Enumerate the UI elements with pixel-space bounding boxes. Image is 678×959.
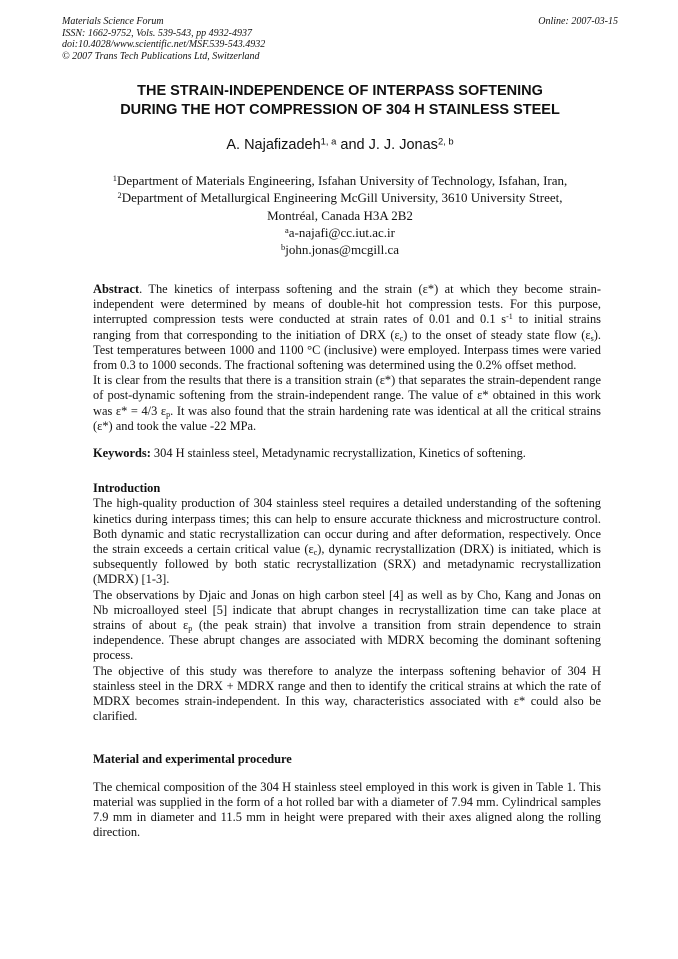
spacer bbox=[93, 724, 601, 752]
paper-title bbox=[62, 82, 618, 119]
abstract-heading: Abstract bbox=[93, 282, 140, 296]
journal-header bbox=[62, 16, 618, 62]
abstract-paragraph-2 bbox=[93, 373, 601, 434]
issn-line: ISSN: 1662-9752, Vols. 539-543, pp 4932-4937 bbox=[62, 27, 252, 39]
title-line-2: DURING THE HOT COMPRESSION OF 304 H STAINLESS STEEL bbox=[120, 101, 560, 118]
author-superscript: 1, a bbox=[320, 135, 337, 147]
text-run: . The kinetics of interpass softening and the strain (ε*) at which they become strain-independent were determined by means of double-hit hot compression tests. For this purpose, interrupted compression tests were conducted at strain rates of 0.01 and 0.1 s bbox=[93, 282, 601, 327]
text-run: to initial strains ranging from that corresponding to the initiation of DRX (ε bbox=[93, 312, 601, 342]
spacer bbox=[93, 461, 601, 481]
text-run: The high-quality production of 304 stainless steel requires a detailed understanding of the softening kinetics during interpass times; this can help to ensure accurate thickness and microstructure control. Both dynamic and static recrystallization can occur during and after deformation, respectively. Once the strain exceeds a certain critical value (ε bbox=[93, 496, 601, 557]
online-date: Online: 2007-03-15 bbox=[538, 16, 618, 27]
text-run: ), dynamic recrystallization (DRX) is initiated, which is subsequently followed by both static recrystallization (SRX) and metadynamic recrystallization (MDRX) [1-3]. bbox=[93, 542, 601, 587]
text-sub: p bbox=[188, 624, 193, 634]
introduction-paragraph-2 bbox=[93, 588, 601, 664]
email-a bbox=[62, 224, 618, 241]
text-sub: s bbox=[590, 333, 594, 343]
text-sup: -1 bbox=[506, 312, 513, 322]
introduction-paragraph-1 bbox=[93, 496, 601, 587]
title-line-1: THE STRAIN-INDEPENDENCE OF INTERPASS SOFTENING bbox=[137, 83, 543, 99]
affiliation-1 bbox=[62, 172, 618, 189]
email-b bbox=[62, 241, 618, 258]
email-marker: b bbox=[280, 241, 286, 252]
affiliation-text: Department of Metallurgical Engineering McGill University, 3610 University Street, bbox=[121, 190, 563, 206]
spacer bbox=[93, 768, 601, 780]
journal-name: Materials Science Forum bbox=[62, 16, 164, 27]
text-sub: c bbox=[399, 333, 404, 343]
introduction-heading: Introduction bbox=[93, 481, 161, 496]
author-superscript: 2, b bbox=[437, 135, 454, 147]
affiliation-marker: 2 bbox=[117, 190, 122, 201]
paper-body bbox=[93, 282, 601, 841]
doi-line: doi:10.4028/www.scientific.net/MSF.539-543.4932 bbox=[62, 39, 266, 50]
text-sub: p bbox=[166, 409, 171, 419]
email-text: john.jonas@mcgill.ca bbox=[285, 242, 399, 258]
author-name: A. Najafizadeh bbox=[226, 137, 321, 153]
material-paragraph-1: The chemical composition of the 304 H stainless steel employed in this work is given in Table 1. This material was supplied in the form of a hot rolled bar with a diameter of 7.94 mm. Cylindrical samples 7.9 mm in diameter and 11.5 mm in height were prepared with their axes aligned along the rolling direction. bbox=[93, 779, 601, 840]
email-text: a-najafi@cc.iut.ac.ir bbox=[288, 224, 395, 240]
affiliation-marker: 1 bbox=[112, 172, 117, 183]
text-run: ) to the onset of steady state flow (ε bbox=[403, 327, 591, 342]
spacer bbox=[93, 434, 601, 446]
affiliation-2 bbox=[62, 189, 618, 206]
affiliation-text: Department of Materials Engineering, Isfahan University of Technology, Isfahan, Iran, bbox=[116, 173, 568, 188]
abstract-paragraph-1 bbox=[93, 282, 601, 373]
material-heading: Material and experimental procedure bbox=[93, 752, 292, 767]
author-name: J. J. Jonas bbox=[368, 137, 438, 153]
text-run: It is clear from the results that there is a transition strain (ε*) that separates the strain-dependent range of post-dynamic softening from the strain-independent range. The value of ε* obtained in this work was ε* = 4/3 ε bbox=[93, 373, 601, 418]
introduction-paragraph-3: The objective of this study was therefore to analyze the interpass softening behavior of 304 H stainless steel in the DRX + MDRX range and then to identify the critical strains at which the rate of MDRX becomes strain-independent. In this way, characteristics associated with ε* could also be clarified. bbox=[93, 663, 601, 724]
author-list bbox=[62, 136, 618, 154]
keywords-label: Keywords: bbox=[93, 446, 151, 461]
affiliations bbox=[62, 172, 618, 258]
keywords bbox=[93, 446, 601, 461]
copyright-line: © 2007 Trans Tech Publications Ltd, Switzerland bbox=[62, 50, 260, 62]
text-sub: c bbox=[313, 548, 318, 558]
text-run: . It was also found that the strain hardening rate was identical at all the critical strains (ε*) and took the value -22 MPa. bbox=[93, 403, 601, 433]
text-run: (the peak strain) that involve a transition from strain dependence to strain independence. These abrupt changes are associated with MDRX becoming the dominant softening process. bbox=[93, 618, 601, 663]
keywords-text: 304 H stainless steel, Metadynamic recrystallization, Kinetics of softening. bbox=[150, 446, 526, 461]
affiliation-2-cont: Montréal, Canada H3A 2B2 bbox=[267, 207, 413, 223]
email-marker: a bbox=[285, 224, 289, 235]
text-run: ). Test temperatures between 1000 and 1100 °C (inclusive) were employed. Interpass times were varied from 0.3 to 1000 seconds. The fractional softening was determined using the 0.2% offset method. bbox=[93, 327, 601, 373]
text-run: The observations by Djaic and Jonas on high carbon steel [4] as well as by Cho, Kang and Jonas on Nb microalloyed steel [5] indicate that abrupt changes in recrystallization time can take place at strains of about ε bbox=[93, 587, 601, 633]
author-conjunction: and bbox=[340, 137, 365, 153]
